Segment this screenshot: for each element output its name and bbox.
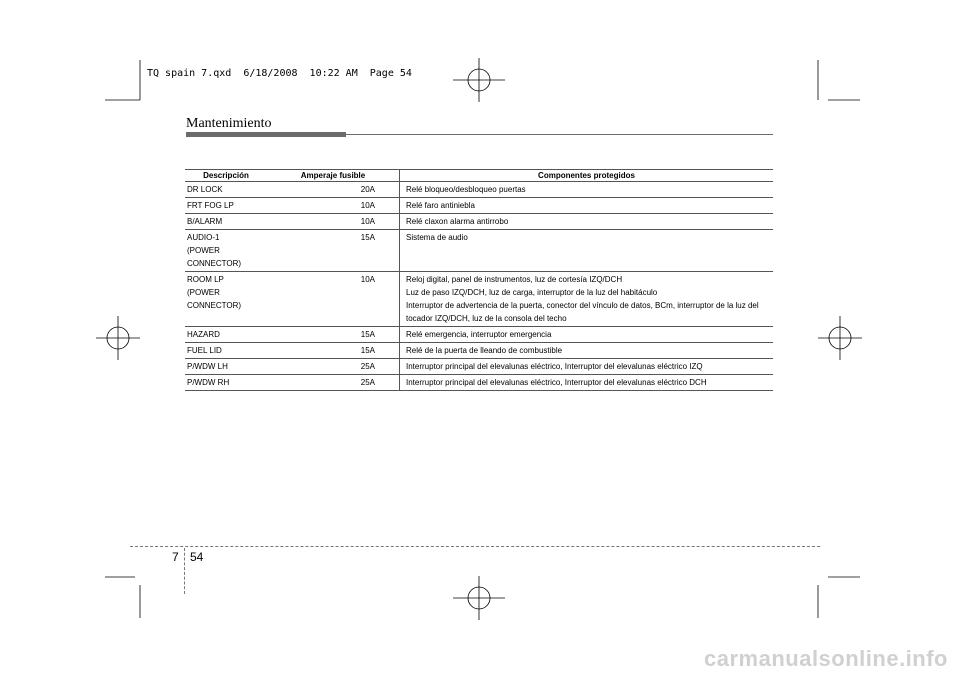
- cell-components: Interruptor principal del elevalunas eléctrico, Interruptor del elevalunas eléctrico IZQ: [400, 359, 774, 375]
- cell-amperage: 15A: [267, 327, 400, 343]
- table-header-row: [185, 170, 773, 182]
- cell-description: FUEL LID: [185, 343, 267, 359]
- cell-components: Interruptor principal del elevalunas eléctrico, Interruptor del elevalunas eléctrico DCH: [400, 375, 774, 391]
- footer-rule: [130, 546, 820, 547]
- chapter-number: 7: [172, 550, 179, 564]
- table-row: [185, 359, 773, 375]
- table-row: [185, 198, 773, 214]
- registration-mark-top: [453, 58, 505, 102]
- cell-amperage: 15A: [267, 343, 400, 359]
- header-description: Descripción: [185, 170, 267, 182]
- header-amperage: Amperaje fusible: [267, 170, 400, 182]
- cell-description: HAZARD: [185, 327, 267, 343]
- cell-components: Reloj digital, panel de instrumentos, luz de cortesía IZQ/DCH Luz de paso IZQ/DCH, luz de carga, interruptor de la luz del habitáculo Interruptor de advertencia de la puerta, conector del vínculo de datos, BCm, interruptor de la luz del tocador IZQ/DCH, luz de la consola del techo: [400, 272, 774, 327]
- table-row: [185, 182, 773, 198]
- cell-components: Sistema de audio: [400, 230, 774, 272]
- cell-components: Relé de la puerta de lleando de combustible: [400, 343, 774, 359]
- registration-mark-right: [818, 316, 862, 360]
- cell-description: AUDIO-1 (POWER CONNECTOR): [185, 230, 267, 272]
- section-title: Mantenimiento: [186, 116, 272, 131]
- table-row: [185, 214, 773, 230]
- cell-amperage: 25A: [267, 359, 400, 375]
- title-bar-accent: [186, 132, 346, 137]
- cell-amperage: 10A: [267, 214, 400, 230]
- cell-amperage: 10A: [267, 198, 400, 214]
- cell-description: ROOM LP (POWER CONNECTOR): [185, 272, 267, 327]
- cell-description: FRT FOG LP: [185, 198, 267, 214]
- cell-components: Relé faro antiniebla: [400, 198, 774, 214]
- table-row: [185, 230, 773, 272]
- cell-components: Relé bloqueo/desbloqueo puertas: [400, 182, 774, 198]
- cell-components: Relé emergencia, interruptor emergencia: [400, 327, 774, 343]
- print-slug: TQ spain 7.qxd 6/18/2008 10:22 AM Page 54: [147, 68, 412, 79]
- registration-mark-bottom: [453, 576, 505, 620]
- table-row: [185, 375, 773, 391]
- cell-amperage: 25A: [267, 375, 400, 391]
- cell-description: P/WDW LH: [185, 359, 267, 375]
- cell-description: DR LOCK: [185, 182, 267, 198]
- page-number: 54: [190, 550, 204, 564]
- table-row: [185, 343, 773, 359]
- cell-amperage: 20A: [267, 182, 400, 198]
- header-components: Componentes protegidos: [400, 170, 774, 182]
- fuse-table: [185, 169, 773, 391]
- footer-separator: [184, 548, 185, 594]
- cell-amperage: 15A: [267, 230, 400, 272]
- table-row: [185, 327, 773, 343]
- cell-description: P/WDW RH: [185, 375, 267, 391]
- registration-mark-left: [96, 316, 140, 360]
- cell-components: Relé claxon alarma antirrobo: [400, 214, 774, 230]
- watermark: carmanualsonline.info: [704, 646, 948, 671]
- table-row: [185, 272, 773, 327]
- title-rule: [346, 134, 773, 135]
- cell-description: B/ALARM: [185, 214, 267, 230]
- cell-amperage: 10A: [267, 272, 400, 327]
